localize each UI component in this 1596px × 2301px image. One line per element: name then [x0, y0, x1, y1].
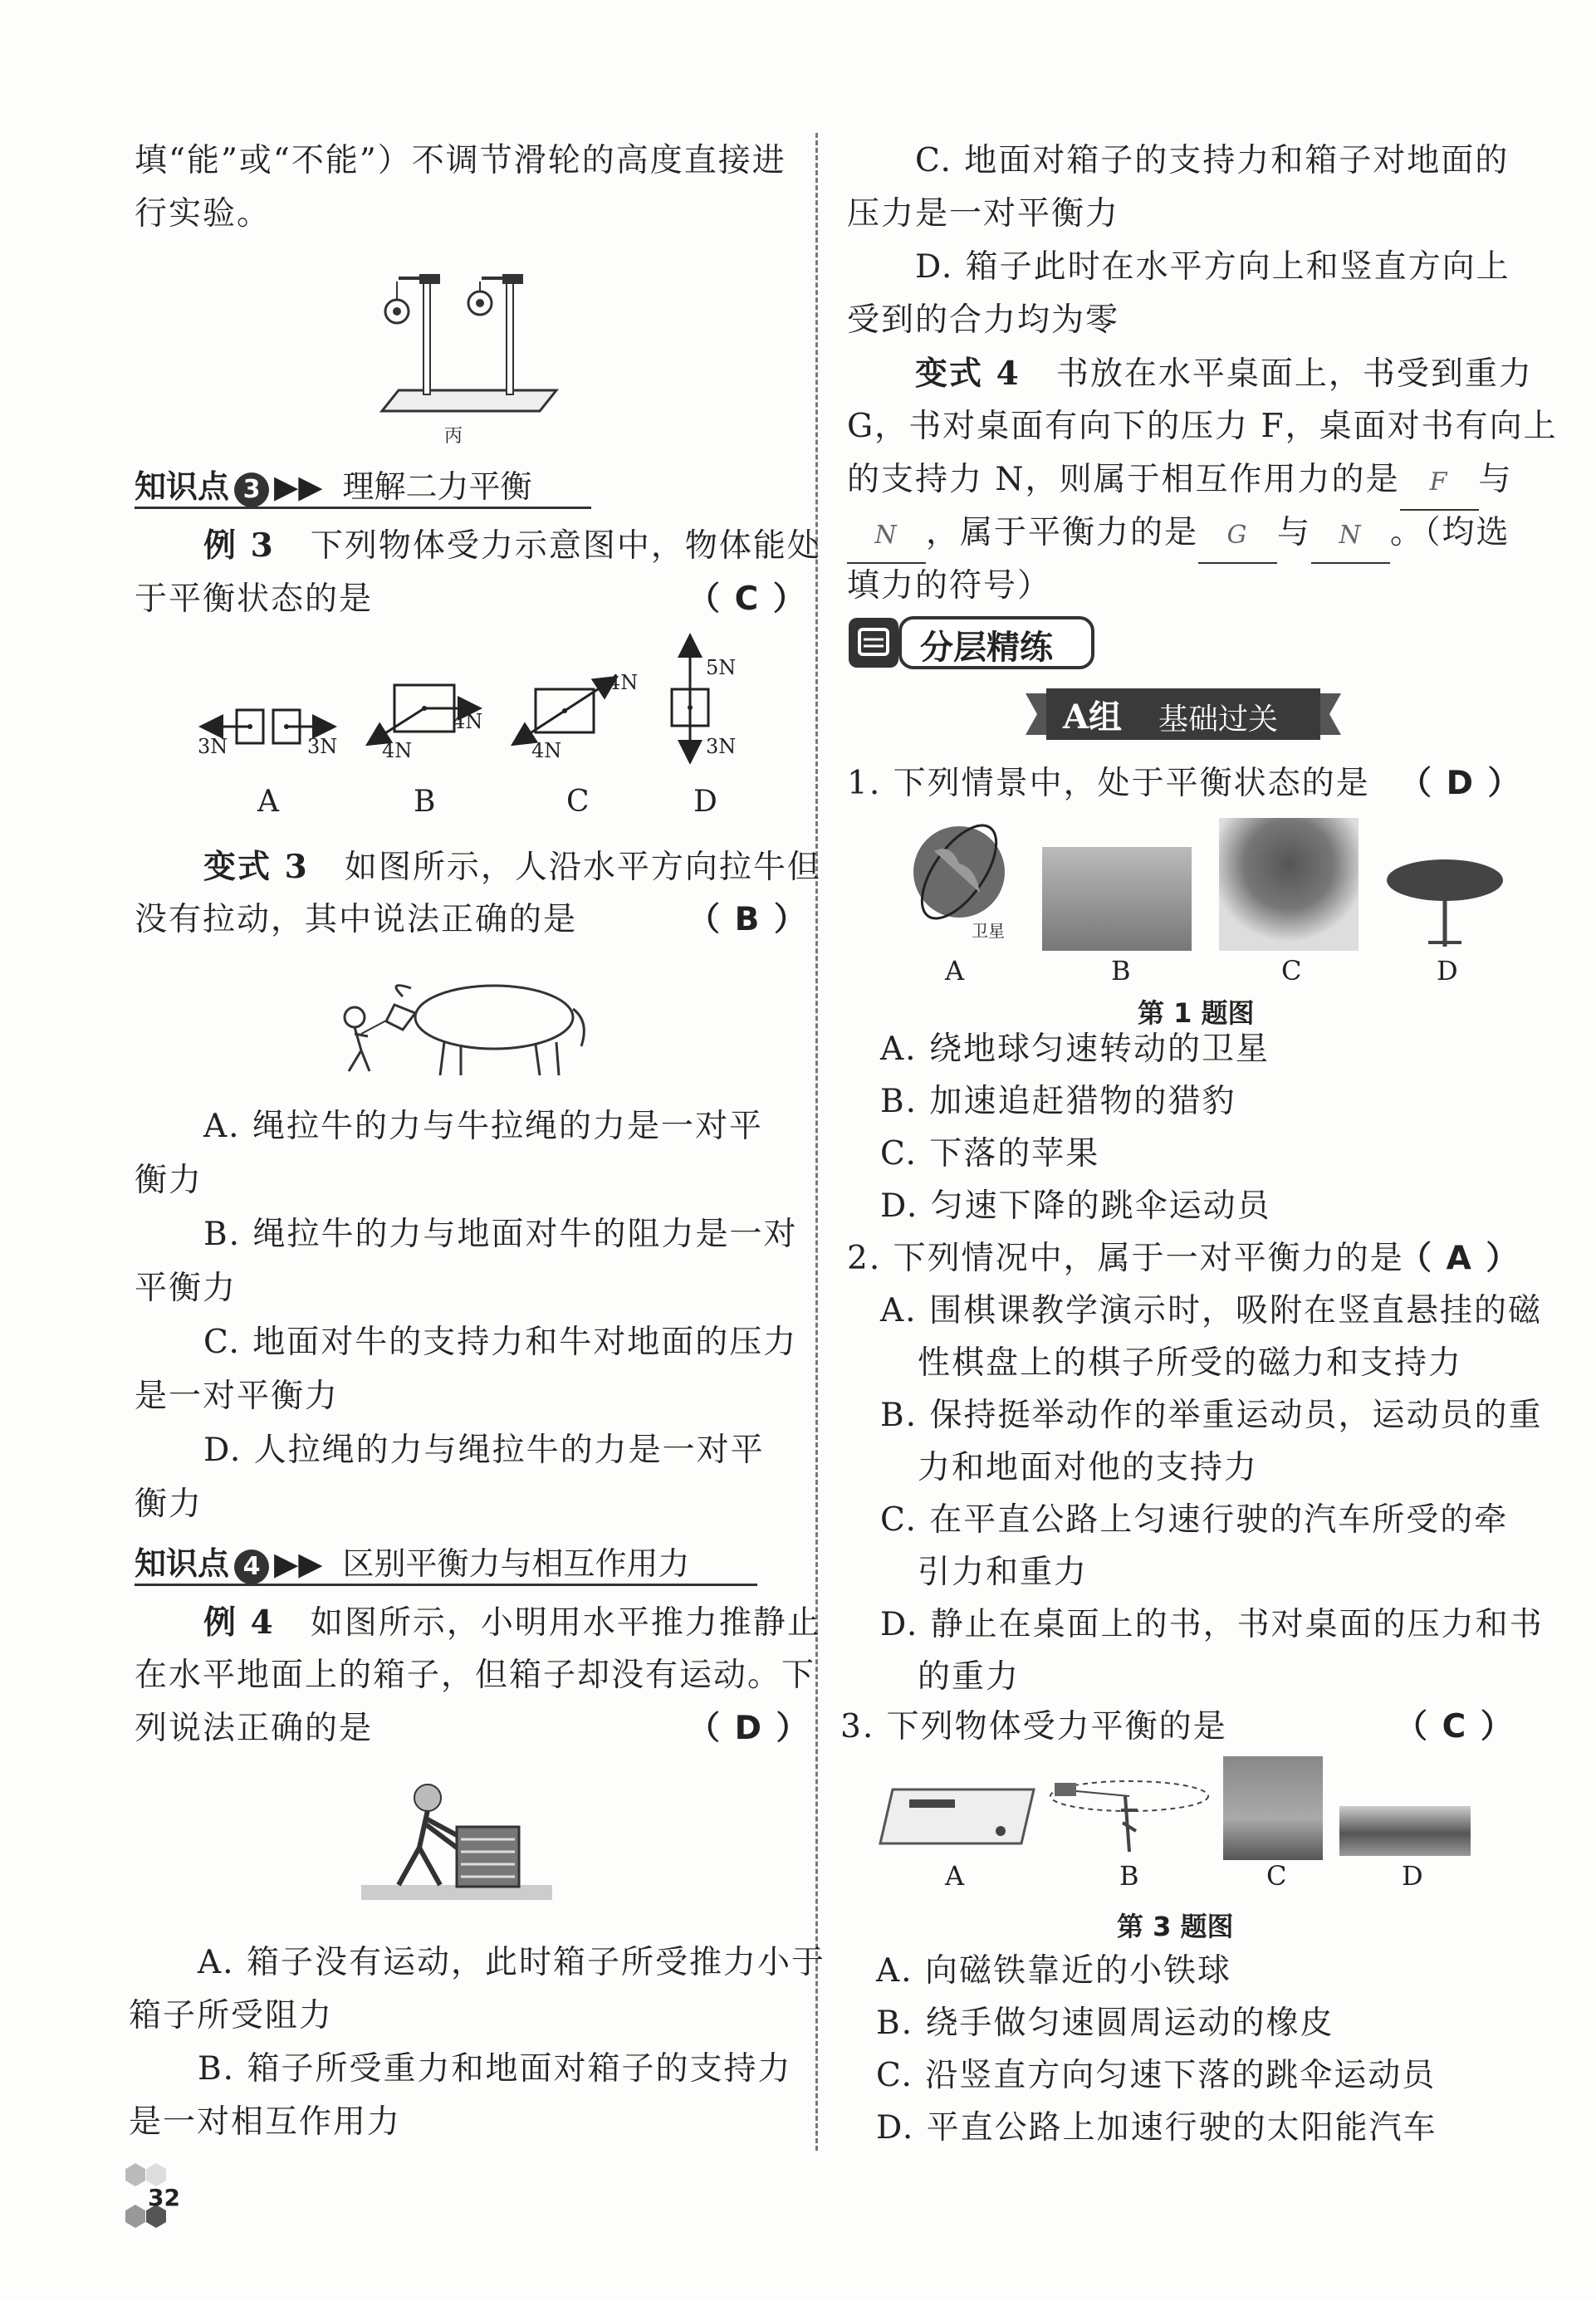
- q2-option-b-1: B. 保持挺举动作的举重运动员，运动员的重: [880, 1397, 1543, 1434]
- q1-pic-label-d: D: [1437, 955, 1458, 986]
- force-a-left: 3N: [198, 735, 228, 758]
- example-3-answer: （ C ）: [688, 580, 807, 618]
- column-divider: [815, 133, 818, 2151]
- q1-pic-label-a: A: [945, 955, 965, 986]
- variant-3-line-2: 没有拉动，其中说法正确的是: [135, 901, 578, 938]
- kp-label: 知识点: [135, 468, 230, 505]
- right-cont-d-2: 受到的合力均为零: [847, 301, 1120, 339]
- option-label-d: D: [693, 785, 717, 819]
- force-b-1: 4N: [382, 739, 413, 762]
- example-4-option-a-2: 箱子所受阻力: [129, 1997, 334, 2034]
- q3-magnet-ball-photo: [876, 1781, 1038, 1852]
- q3-pic-label-b: B: [1119, 1860, 1139, 1892]
- q3-parachutist-photo: [1223, 1756, 1323, 1860]
- example-tag: 例 3: [203, 526, 275, 565]
- q1-option-d: D. 匀速下降的跳伞运动员: [880, 1187, 1271, 1225]
- q3-option-d: D. 平直公路上加速行驶的太阳能汽车: [876, 2109, 1437, 2147]
- right-cont-d-1: D. 箱子此时在水平方向上和竖直方向上: [915, 248, 1510, 286]
- variant-text: 书放在水平桌面上，书受到重力: [1055, 355, 1533, 393]
- right-cont-c-2: 压力是一对平衡力: [847, 195, 1120, 233]
- variant-3-option-b-1: B. 绳拉牛的力与地面对牛的阻力是一对: [203, 1216, 798, 1253]
- example-4-option-b-2: 是一对相互作用力: [129, 2103, 402, 2141]
- q3-option-b: B. 绕手做匀速圆周运动的橡皮: [876, 2005, 1334, 2042]
- force-a-right: 3N: [307, 735, 338, 758]
- variant-3-option-c-1: C. 地面对牛的支持力和牛对地面的压力: [203, 1324, 798, 1361]
- q3-solar-car-photo: [1339, 1806, 1471, 1856]
- variant-4-line-2: G，书对桌面有向下的压力 F，桌面对书有向上: [847, 408, 1558, 445]
- answer-blank-4: N: [1311, 509, 1390, 564]
- group-tag: A组: [1063, 698, 1123, 737]
- q1-apple-tree-photo: [1219, 818, 1359, 951]
- force-b-2: 4N: [453, 710, 483, 733]
- q1-pic-label-b: B: [1111, 955, 1131, 986]
- force-diagrams: [195, 631, 760, 764]
- q1-parachutist-photo: [1383, 851, 1507, 951]
- example-text: 如图所示，小明用水平推力推静止: [310, 1604, 821, 1642]
- option-label-c: C: [566, 785, 590, 819]
- force-d-up: 5N: [706, 656, 737, 679]
- q3-option-a: A. 向磁铁靠近的小铁球: [876, 1952, 1231, 1990]
- pulley-stand-figure: [374, 245, 565, 444]
- q1-stem: 1. 下列情景中，处于平衡状态的是: [847, 765, 1370, 802]
- variant-3-line-1: [203, 840, 821, 894]
- variant-4-line-3: [847, 453, 1513, 511]
- variant-3-option-d-1: D. 人拉绳的力与绳拉牛的力是一对平: [203, 1432, 765, 1469]
- q2-option-d-2: 的重力: [918, 1658, 1021, 1696]
- kp-number: 4: [234, 1550, 269, 1584]
- q2-option-d-1: D. 静止在桌面上的书，书对桌面的压力和书: [880, 1606, 1544, 1643]
- variant-tag: 变式 4: [915, 355, 1021, 393]
- variant-tag: 变式 3: [203, 848, 309, 886]
- intro-line-2: 行实验。: [135, 195, 272, 233]
- connector-text: 与: [1277, 514, 1312, 551]
- variant-4-line-1: [915, 347, 1533, 401]
- q1-option-a: A. 绕地球匀速转动的卫星: [880, 1031, 1270, 1068]
- example-4-option-b-1: B. 箱子所受重力和地面对箱子的支持力: [198, 2050, 792, 2088]
- connector-text: 与: [1478, 461, 1513, 498]
- q3-answer: （ C ）: [1395, 1708, 1515, 1745]
- intro-line-1: 填“能”或“不能”）不调节滑轮的高度直接进: [135, 142, 786, 179]
- answer-blank-2: N: [847, 509, 926, 564]
- example-4-line-2: 在水平地面上的箱子，但箱子却没有运动。下: [135, 1657, 816, 1694]
- option-label-a: A: [257, 785, 279, 819]
- arrow-icon: ▶▶: [274, 468, 323, 505]
- answer-blank-3: G: [1198, 509, 1277, 564]
- variant-text: 。（均选: [1390, 514, 1510, 551]
- variant-text: 的支持力 N，则属于相互作用力的是: [847, 461, 1400, 498]
- q2-option-b-2: 力和地面对他的支持力: [918, 1449, 1259, 1486]
- force-c-1: 4N: [531, 739, 562, 762]
- q1-pic-label-c: C: [1281, 955, 1302, 986]
- kp-number: 3: [234, 472, 269, 507]
- variant-3-option-d-2: 衡力: [135, 1486, 203, 1523]
- kp-underline: [135, 1584, 757, 1586]
- q3-eraser-circle-photo: [1046, 1773, 1212, 1856]
- kp-label: 知识点: [135, 1545, 230, 1582]
- kp-title: 区别平衡力与相互作用力: [342, 1545, 690, 1582]
- example-tag: 例 4: [203, 1603, 275, 1642]
- q3-option-c: C. 沿竖直方向匀速下落的跳伞运动员: [876, 2057, 1437, 2094]
- kp-underline: [135, 507, 591, 509]
- variant-text: ，属于平衡力的是: [926, 514, 1199, 551]
- example-3-line-1: [203, 519, 821, 573]
- option-label-b: B: [414, 785, 436, 819]
- q1-answer: （ D ）: [1399, 765, 1522, 802]
- q3-pic-label-a: A: [945, 1860, 965, 1892]
- q3-pic-label-d: D: [1402, 1860, 1423, 1892]
- q3-figure-caption: 第 3 题图: [1117, 1911, 1234, 1942]
- variant-4-line-4: [847, 507, 1510, 564]
- variant-4-line-5: 填力的符号）: [847, 567, 1052, 605]
- variant-3-option-b-2: 平衡力: [135, 1270, 237, 1307]
- knowledge-point-4-header: [135, 1538, 766, 1588]
- example-4-answer: （ D ）: [688, 1710, 810, 1747]
- q1-figure-caption: 第 1 题图: [1138, 997, 1255, 1029]
- example-4-line-3: 列说法正确的是: [135, 1710, 374, 1747]
- variant-3-answer: （ B ）: [688, 901, 808, 938]
- q3-pic-label-c: C: [1266, 1860, 1287, 1892]
- q2-answer: （ A ）: [1399, 1240, 1520, 1277]
- q2-option-c-1: C. 在平直公路上匀速行驶的汽车所受的牵: [880, 1501, 1509, 1539]
- section-header: [847, 614, 1096, 671]
- kp-title: 理解二力平衡: [342, 468, 532, 505]
- variant-3-option-c-2: 是一对平衡力: [135, 1378, 340, 1415]
- man-pulling-ox-figure: [336, 963, 602, 1080]
- example-4-line-1: [203, 1596, 821, 1650]
- q1-option-b: B. 加速追赶猎物的猎豹: [880, 1083, 1236, 1120]
- example-4-option-a-1: A. 箱子没有运动，此时箱子所受推力小于: [198, 1944, 825, 1981]
- arrow-icon: ▶▶: [274, 1545, 323, 1582]
- group-title: 基础过关: [1158, 703, 1279, 737]
- q3-stem: 3. 下列物体受力平衡的是: [840, 1708, 1227, 1745]
- section-title: 分层精练: [920, 629, 1053, 667]
- figure-label-bing: 丙: [444, 426, 463, 447]
- page-number: 32: [148, 2184, 180, 2211]
- boy-pushing-box-figure: [361, 1769, 552, 1902]
- example-3-line-2: 于平衡状态的是: [135, 580, 374, 618]
- example-text: 下列物体受力示意图中，物体能处: [310, 527, 821, 565]
- satellite-label: 卫星: [972, 921, 1005, 941]
- variant-text: 如图所示，人沿水平方向拉牛但: [344, 849, 821, 886]
- q2-option-a-2: 性棋盘上的棋子所受的磁力和支持力: [918, 1344, 1463, 1382]
- variant-3-option-a-2: 衡力: [135, 1162, 203, 1199]
- q2-option-a-1: A. 围棋课教学演示时，吸附在竖直悬挂的磁: [880, 1292, 1542, 1329]
- force-c-2: 4N: [608, 671, 639, 694]
- right-cont-c-1: C. 地面对箱子的支持力和箱子对地面的: [915, 142, 1510, 179]
- variant-3-option-a-1: A. 绳拉牛的力与牛拉绳的力是一对平: [203, 1108, 763, 1145]
- q1-cheetah-photo: [1042, 847, 1192, 951]
- answer-blank-1: F: [1400, 456, 1479, 511]
- knowledge-point-3-header: [135, 461, 600, 511]
- q1-option-c: C. 下落的苹果: [880, 1135, 1100, 1173]
- force-d-down: 3N: [706, 735, 737, 758]
- q2-stem: 2. 下列情况中，属于一对平衡力的是: [847, 1240, 1404, 1277]
- q2-option-c-2: 引力和重力: [918, 1554, 1089, 1591]
